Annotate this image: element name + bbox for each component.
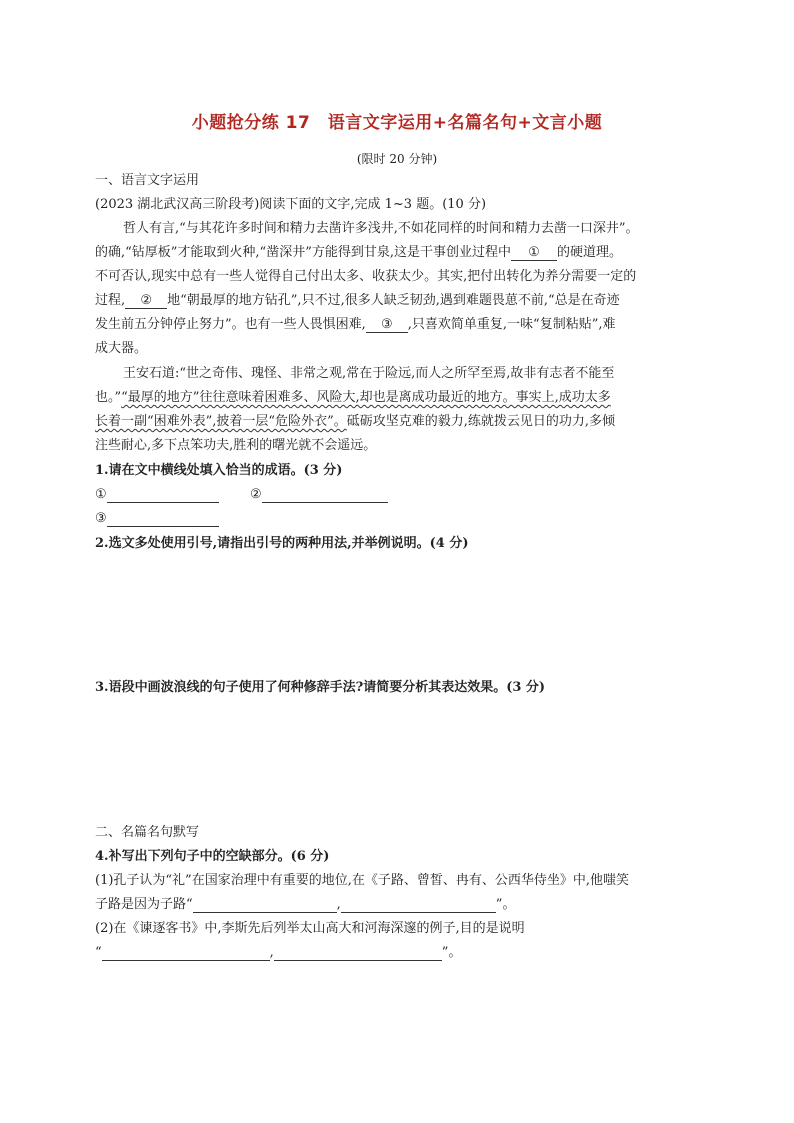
answer-marker: ③ xyxy=(95,511,107,526)
fill-blank-4[interactable] xyxy=(274,946,442,961)
passage-line: (2)在《谏逐客书》中,李斯先后列举太山高大和河海深邃的例子,目的是说明 xyxy=(95,921,525,936)
passage-text: 的确,“钻厚板”才能取到火种,“凿深井”方能得到甘泉,这是干事创业过程中 xyxy=(95,245,511,260)
fill-text: 子路是因为子路“ xyxy=(95,897,193,912)
source-note: (2023 湖北武汉高三阶段考)阅读下面的文字,完成 1~3 题。(10 分) xyxy=(95,197,487,212)
fill-blank-1[interactable] xyxy=(193,898,337,913)
blank-1[interactable]: ① xyxy=(511,246,557,261)
wavy-underlined-sentence: “最厚的地方”往往意味着困难多、风险大,却也是离成功最近的地方。事实上,成功太多 xyxy=(121,390,611,405)
answer-marker: ① xyxy=(95,487,107,502)
answer-row xyxy=(95,487,219,503)
answer-field-1[interactable] xyxy=(107,488,219,503)
passage-line xyxy=(95,390,611,406)
fill-text: ”。 xyxy=(441,945,462,960)
question-4: 4.补写出下列句子中的空缺部分。(6 分) xyxy=(95,849,330,864)
passage-line xyxy=(95,293,620,309)
passage-text: ,只喜欢简单重复,一味“复制粘贴”,难 xyxy=(407,317,616,332)
fill-line xyxy=(95,897,515,913)
passage-line xyxy=(95,245,622,261)
question-1: 1.请在文中横线处填入恰当的成语。(3 分) xyxy=(95,463,343,478)
passage-text: 砥砺攻坚克难的毅力,练就拨云见日的功力,多倾 xyxy=(346,414,615,429)
question-3: 3.语段中画波浪线的句子使用了何种修辞手法?请简要分析其表达效果。(3 分) xyxy=(95,680,546,695)
passage-line xyxy=(95,414,615,430)
fill-blank-2[interactable] xyxy=(341,898,496,913)
blank-3[interactable]: ③ xyxy=(366,318,408,333)
time-limit: (限时 20 分钟) xyxy=(356,152,438,166)
fill-text: , xyxy=(269,945,274,960)
blank-2[interactable]: ② xyxy=(125,294,167,309)
answer-marker: ② xyxy=(250,487,262,502)
fill-line xyxy=(95,945,461,961)
passage-line: 不可否认,现实中总有一些人觉得自己付出太多、收获太少。其实,把付出转化为养分需要一定的 xyxy=(95,269,637,284)
passage-line xyxy=(95,317,615,333)
passage-line: 注些耐心,多下点笨功夫,胜利的曙光就不会遥远。 xyxy=(95,438,377,453)
passage-text: 也。” xyxy=(95,390,122,405)
fill-text: “ xyxy=(95,945,102,960)
passage-text: 的硬道理。 xyxy=(556,245,622,260)
fill-text: ”。 xyxy=(495,897,516,912)
passage-text: 过程, xyxy=(95,293,126,308)
answer-field-2[interactable] xyxy=(262,488,388,503)
passage-line: (1)孔子认为“礼”在国家治理中有重要的地位,在《子路、曾皙、冉有、公西华侍坐》中,他嗤笑 xyxy=(95,873,629,888)
section1-heading: 一、语言文字运用 xyxy=(95,173,200,188)
page-title: 小题抢分练 17 语言文字运用+名篇名句+文言小题 xyxy=(191,113,603,133)
answer-row xyxy=(250,487,388,503)
answer-field-3[interactable] xyxy=(107,512,219,527)
answer-row xyxy=(95,511,219,527)
wavy-underlined-sentence: 长着一副“困难外表”,披着一层“危险外衣”。 xyxy=(95,414,347,429)
fill-text: , xyxy=(336,897,341,912)
passage-line: 成大器。 xyxy=(95,341,148,356)
passage-line: 王安石道:“世之奇伟、瑰怪、非常之观,常在于险远,而人之所罕至焉,故非有志者不能至 xyxy=(123,366,615,381)
passage-text: 地“朝最厚的地方钻孔”,只不过,很多人缺乏韧劲,遇到难题畏葸不前,“总是在奇迹 xyxy=(167,293,620,308)
question-2: 2.选文多处使用引号,请指出引号的两种用法,并举例说明。(4 分) xyxy=(95,536,469,551)
fill-blank-3[interactable] xyxy=(102,946,270,961)
section2-heading: 二、名篇名句默写 xyxy=(95,825,200,840)
passage-line: 哲人有言,“与其花许多时间和精力去凿许多浅井,不如花同样的时间和精力去凿一口深井”。 xyxy=(123,221,639,236)
passage-text: 发生前五分钟停止努力”。也有一些人畏惧困难, xyxy=(95,317,366,332)
